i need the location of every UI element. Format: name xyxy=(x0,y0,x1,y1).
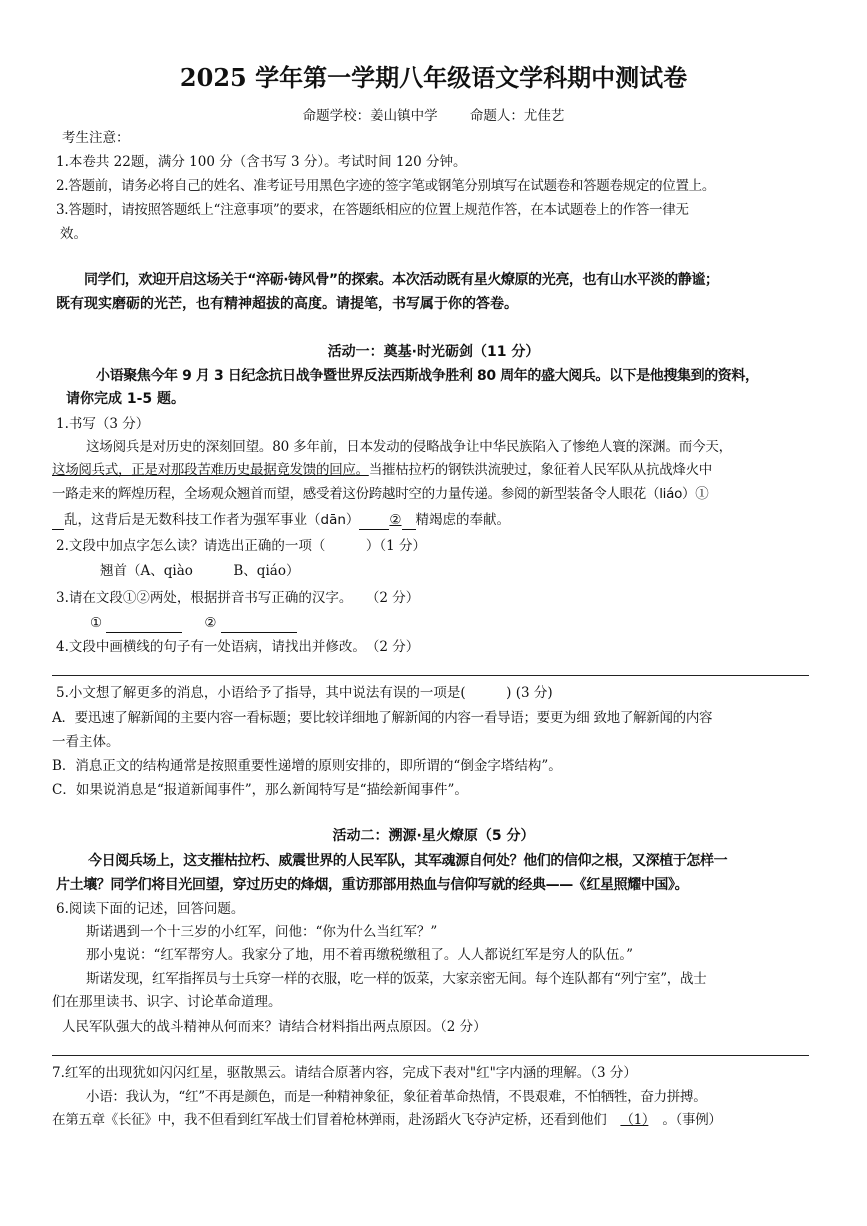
answer-line-q4[interactable] xyxy=(52,675,809,676)
question-6-prompt: 人民军队强大的战斗精神从何而来？请结合材料指出两点原因。（2 分） xyxy=(62,1019,487,1035)
activity1-intro-2: 请你完成 1-5 题。 xyxy=(66,391,186,407)
activity1-intro-1: 小语聚焦今年 9 月 3 日纪念抗日战争暨世界反法西斯战争胜利 80 周年的盛大阅兵。以下是他搜集到的资料， xyxy=(96,368,759,384)
question-6: 6.阅读下面的记述，回答问题。 xyxy=(56,901,245,917)
answer-blank-1[interactable] xyxy=(106,618,182,633)
intro-line-2: 既有现实磨砺的光芒，也有精神超拔的高度。请提笔，书写属于你的答卷。 xyxy=(56,296,518,312)
blank-label-2: ② xyxy=(204,615,217,631)
notice-item-3: 3.答题时，请按照答题纸上“注意事项”的要求，在答题纸相应的位置上规范作答，在本试题卷上的作答一律无 xyxy=(56,202,689,218)
activity2-intro-2: 片土壤？同学们将目光回望，穿过历史的烽烟，重访那部用热血与信仰写就的经典——《红星照耀中国》。 xyxy=(56,877,689,893)
reading-line-5: 小语：我认为，“红”不再是颜色，而是一种精神象征，象征着革命热情，不畏艰难，不怕牺牲，奋力拼搏。 xyxy=(86,1089,707,1105)
reading-line-1: 斯诺遇到一个十三岁的小红军，问他：“你为什么当红军？” xyxy=(86,924,438,940)
blank-label-1: ① xyxy=(90,615,103,631)
passage-text: 。（事例） xyxy=(662,1112,722,1128)
passage-text: 乱，这背后是无数科技工作者为强军事业（ xyxy=(64,512,321,528)
activity2-intro-1: 今日阅兵场上，这支摧枯拉朽、威震世界的人民军队，其军魂源自何处？他们的信仰之根，又深植于怎样一 xyxy=(88,853,728,869)
reading-line-4: 们在那里读书、识字、讨论革命道理。 xyxy=(52,994,282,1010)
exam-title: 2025 学年第一学期八年级语文学科期中测试卷 xyxy=(179,63,688,92)
passage-line-2 xyxy=(52,460,712,480)
pinyin-liao: liáo xyxy=(659,486,683,502)
blank-1-underline[interactable] xyxy=(52,515,64,530)
question-5-option-a-cont: 一看主体。 xyxy=(52,734,120,750)
blank-mark-1: ）① xyxy=(682,486,709,502)
passage-text: 一路走来的辉煌历程，全场观众翘首而望，感受着这份跨越时空的力量传递。参阅的新型装备令人眼花（ xyxy=(52,486,660,502)
passage-line-4 xyxy=(52,510,510,530)
reading-line-2: 那小鬼说：“红军帮穷人。我家分了地，用不着再缴税缴租了。人人都说红军是穷人的队伍。” xyxy=(86,947,634,963)
activity1-heading: 活动一：奠基·时光砺剑（11 分） xyxy=(327,344,540,360)
question-3-blanks xyxy=(90,613,297,633)
notice-item-3-cont: 效。 xyxy=(60,226,87,242)
author-name: 命题人：尤佳艺 xyxy=(469,108,565,124)
passage-line-3 xyxy=(52,484,708,504)
question-1: 1.书写（3 分） xyxy=(56,416,150,432)
question-2-options: 翘首（A、qiào B、qiáo） xyxy=(100,563,300,579)
answer-blank-example[interactable]: （1） xyxy=(620,1112,649,1128)
question-5-option-b: B．消息正文的结构通常是按照重要性递增的原则安排的，即所谓的“倒金字塔结构”。 xyxy=(52,758,562,774)
passage-line-1: 这场阅兵是对历史的深刻回望。80 多年前，日本发动的侵略战争让中华民族陷入了惨绝人寰的深渊。而今天， xyxy=(86,439,732,455)
reading-line-3: 斯诺发现，红军指挥员与士兵穿一样的衣服，吃一样的饭菜，大家亲密无间。每个连队都有“列宁室”，战士 xyxy=(86,971,707,987)
passage-text: 在第五章《长征》中，我不但看到红军战士们冒着枪林弹雨，赴汤蹈火飞夺泸定桥，还看到他们 xyxy=(52,1112,607,1128)
activity2-heading: 活动二：溯源·星火燎原（5 分） xyxy=(332,828,535,844)
reading-line-6 xyxy=(52,1110,722,1130)
intro-line-1: 同学们，欢迎开启这场关于“淬砺·铸风骨”的探索。本次活动既有星火燎原的光亮，也有山水平淡的静谧； xyxy=(84,272,719,288)
passage-line-2-rest: 当摧枯拉朽的钢铁洪流驶过，象征着人民军队从抗战烽火中 xyxy=(368,462,713,478)
answer-line-q6[interactable] xyxy=(52,1055,809,1056)
notice-item-2: 2.答题前，请务必将自己的姓名、准考证号用黑色字迹的签字笔或钢笔分别填写在试题卷和答题卷规定的位置上。 xyxy=(56,178,716,194)
passage-text: ） xyxy=(345,512,360,528)
answer-blank-2[interactable] xyxy=(221,618,297,633)
passage-text: 精竭虑的奉献。 xyxy=(415,512,511,528)
school-name: 命题学校：姜山镇中学 xyxy=(302,108,438,124)
question-2: 2.文段中加点字怎么读？请选出正确的一项（ ）（1 分） xyxy=(56,538,427,554)
exam-subtitle xyxy=(0,104,867,124)
question-4: 4.文段中画横线的句子有一处语病，请找出并修改。 （2 分） xyxy=(56,639,420,655)
blank-2-underline[interactable] xyxy=(359,515,389,530)
question-3: 3.请在文段①②两处，根据拼音书写正确的汉字。 （2 分） xyxy=(56,590,420,606)
question-7: 7.红军的出现犹如闪闪红星，驱散黑云。请结合原著内容，完成下表对"红"字内涵的理解。（3 分） xyxy=(52,1065,637,1081)
notice-heading: 考生注意： xyxy=(62,130,130,146)
question-5-option-c: C．如果说消息是“报道新闻事件”，那么新闻特写是“描绘新闻事件”。 xyxy=(52,782,468,798)
question-5: 5.小文想了解更多的消息，小语给予了指导，其中说法有误的一项是( ) (3 分) xyxy=(56,685,553,701)
notice-item-1: 1.本卷共 22题，满分 100 分（含书写 3 分）。考试时间 120 分钟。 xyxy=(56,154,467,170)
underlined-sentence: 这场阅兵式，正是对那段苦难历史最据竟发馈的回应。 xyxy=(52,462,369,478)
pinyin-dan: dān xyxy=(320,512,346,528)
question-5-option-a: A．要迅速了解新闻的主要内容一看标题；要比较详细地了解新闻的内容一看导语；要更为细 致地了解新闻的内容 xyxy=(52,710,713,726)
blank-2-underline-tail[interactable] xyxy=(402,515,416,530)
blank-mark-2: ② xyxy=(389,512,402,528)
